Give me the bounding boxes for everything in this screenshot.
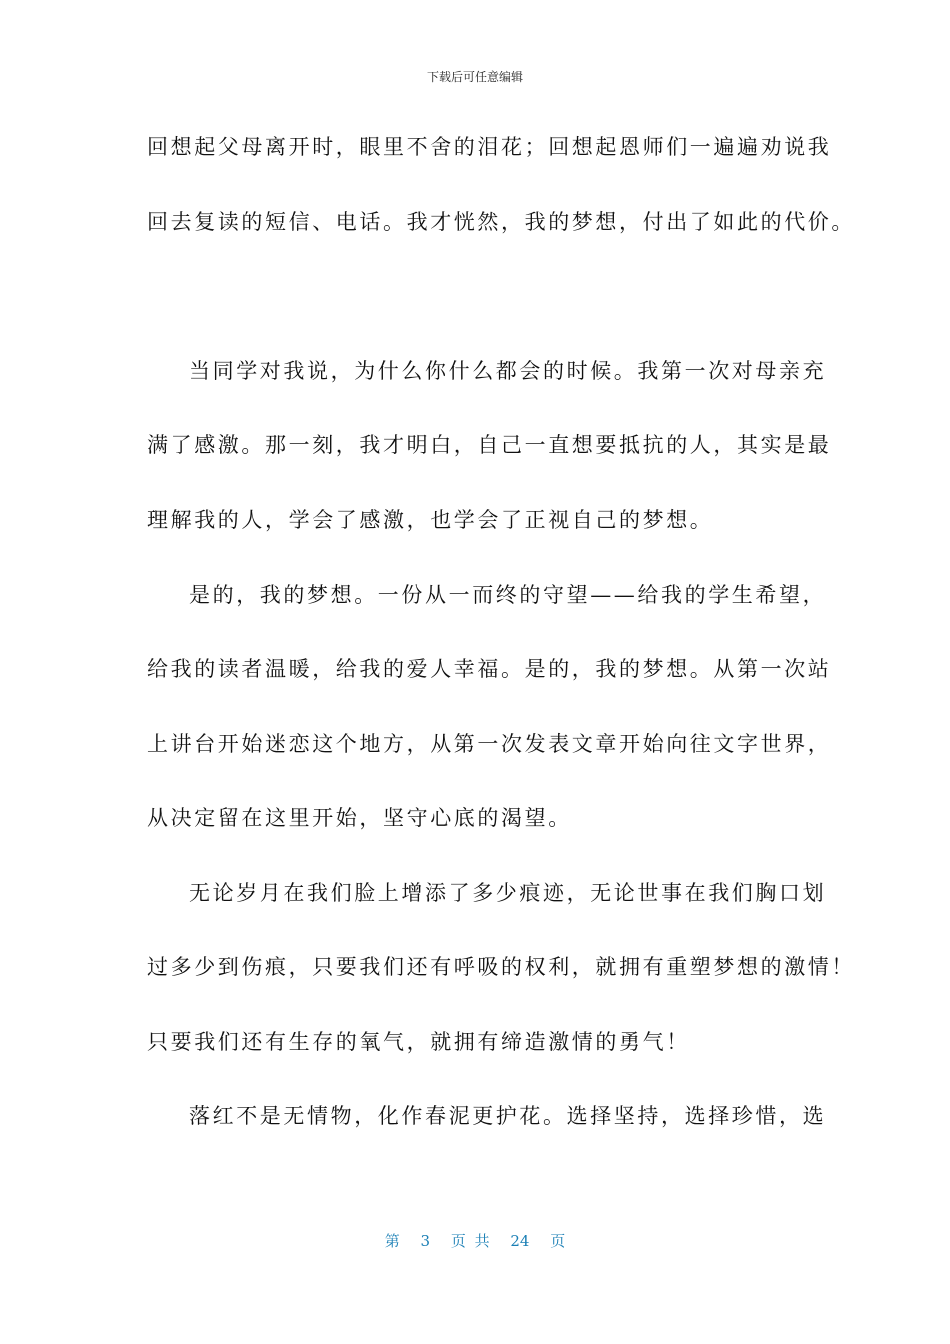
paragraph-line: 回想起父母离开时，眼里不舍的泪花；回想起恩师们一遍遍劝说我 <box>147 135 832 159</box>
footer-suffix: 页 <box>550 1232 566 1250</box>
paragraph-line: 只要我们还有生存的氧气，就拥有缔造激情的勇气！ <box>147 1030 690 1054</box>
paragraph-line: 是的，我的梦想。一份从一而终的守望——给我的学生希望， <box>189 583 827 607</box>
paragraph-line: 从决定留在这里开始，坚守心底的渴望。 <box>147 806 572 830</box>
page-footer <box>0 1230 950 1251</box>
paragraph-line: 落红不是无情物，化作春泥更护花。选择坚持，选择珍惜，选 <box>189 1104 827 1128</box>
paragraph-line: 理解我的人，学会了感激，也学会了正视自己的梦想。 <box>147 508 714 532</box>
footer-middle: 页 共 <box>450 1232 490 1250</box>
paragraph-line: 过多少到伤痕，只要我们还有呼吸的权利，就拥有重塑梦想的激情！ <box>147 955 855 979</box>
current-page-number: 3 <box>420 1232 431 1250</box>
paragraph-line: 给我的读者温暖，给我的爱人幸福。是的，我的梦想。从第一次站 <box>147 657 832 681</box>
footer-prefix: 第 <box>384 1232 400 1250</box>
paragraph-line: 当同学对我说，为什么你什么都会的时候。我第一次对母亲充 <box>189 359 827 383</box>
paragraph-line: 无论岁月在我们脸上增添了多少痕迹，无论世事在我们胸口划 <box>189 881 827 905</box>
paragraph-line: 上讲台开始迷恋这个地方，从第一次发表文章开始向往文字世界， <box>147 732 832 756</box>
paragraph-line: 回去复读的短信、电话。我才恍然，我的梦想，付出了如此的代价。 <box>147 210 855 234</box>
total-page-count: 24 <box>510 1232 530 1250</box>
paragraph-line: 满了感激。那一刻，我才明白，自己一直想要抵抗的人，其实是最 <box>147 433 832 457</box>
page-header-note: 下载后可任意编辑 <box>426 70 523 84</box>
